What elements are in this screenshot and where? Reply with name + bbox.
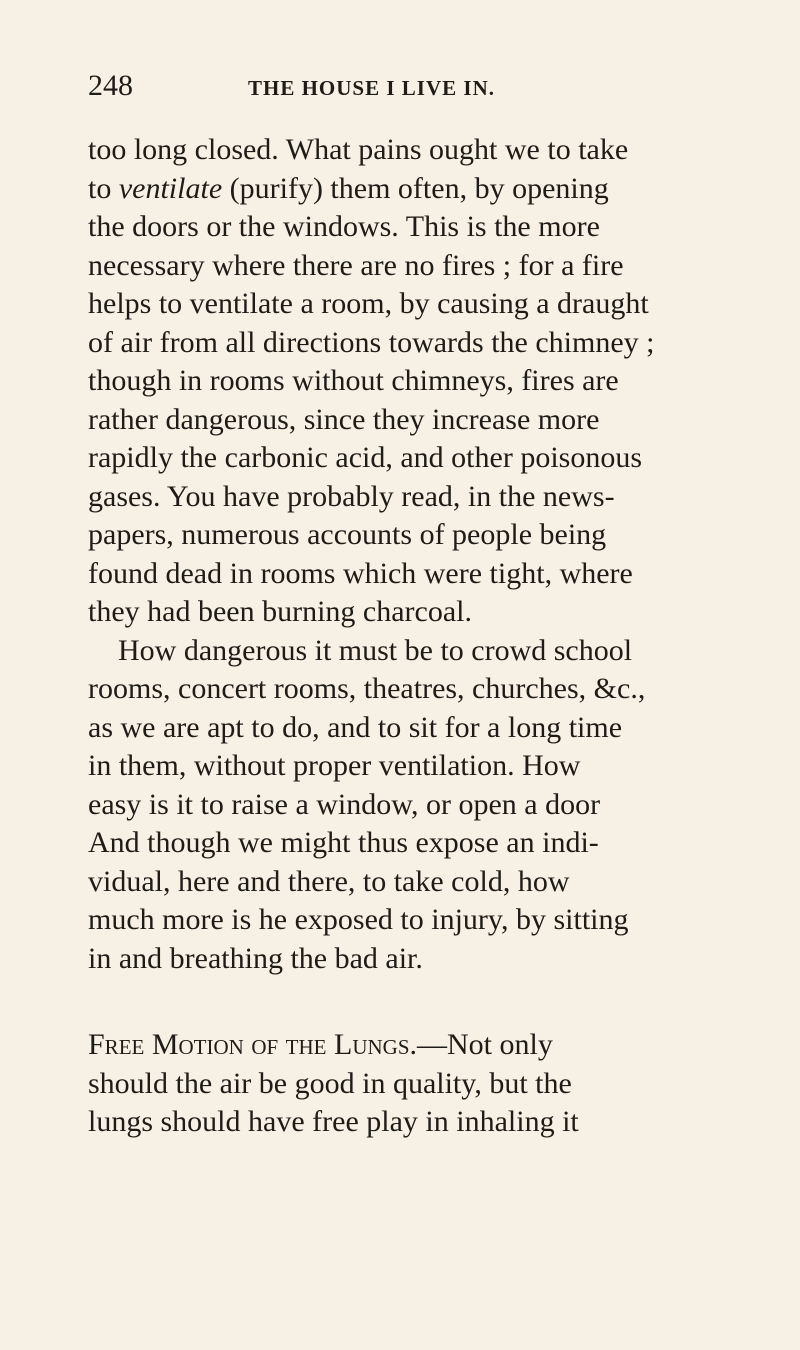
text-line: lungs should have free play in inhaling it xyxy=(88,1105,579,1138)
page-header xyxy=(88,66,568,106)
section-gap xyxy=(88,978,718,1026)
text-line: How dangerous it must be to crowd school xyxy=(118,633,633,667)
text-line: should the air be good in quality, but the xyxy=(88,1066,572,1100)
body-text xyxy=(88,131,718,1142)
text-line: much more is he exposed to injury, by sitting xyxy=(88,903,629,936)
paragraph xyxy=(88,1026,718,1142)
text-line: in them, without proper ventilation. How xyxy=(88,749,581,782)
paragraph xyxy=(88,131,718,632)
text-fragment: —Not only xyxy=(417,1028,553,1061)
text-fragment: to xyxy=(88,171,119,205)
italic-term: ventilate xyxy=(118,171,223,205)
text-line: papers, numerous accounts of people being xyxy=(88,518,607,551)
text-line xyxy=(88,1026,718,1065)
text-line: easy is it to raise a window, or open a door xyxy=(88,787,601,821)
running-title: THE HOUSE I LIVE IN. xyxy=(248,76,495,100)
text-line: gases. You have probably read, in the news- xyxy=(88,479,615,513)
text-line: the doors or the windows. This is the more xyxy=(88,210,600,243)
text-line: of air from all directions towards the chimney ; xyxy=(88,325,655,359)
text-line: rather dangerous, since they increase more xyxy=(88,402,600,436)
text-line: though in rooms without chimneys, fires are xyxy=(88,364,619,397)
text-line: they had been burning charcoal. xyxy=(88,595,473,628)
text-line: necessary where there are no fires ; for a fire xyxy=(88,248,624,282)
text-line: in and breathing the bad air. xyxy=(88,941,423,975)
text-line: And though we might thus expose an indi- xyxy=(88,826,599,859)
text-line: vidual, here and there, to take cold, how xyxy=(88,864,570,898)
text-line: as we are apt to do, and to sit for a long time xyxy=(88,710,623,744)
text-line: helps to ventilate a room, by causing a draught xyxy=(88,287,649,320)
page-number: 248 xyxy=(88,69,133,102)
section-heading: Free Motion of the Lungs. xyxy=(88,1028,418,1061)
text-line: too long closed. What pains ought we to take xyxy=(88,133,629,166)
text-line: found dead in rooms which were tight, where xyxy=(88,556,633,590)
text-line xyxy=(88,170,718,209)
text-line: rooms, concert rooms, theatres, churches, &c., xyxy=(88,672,646,705)
paragraph xyxy=(88,632,718,979)
text-fragment: (purify) them often, by opening xyxy=(222,171,609,205)
text-line: rapidly the carbonic acid, and other poisonous xyxy=(88,441,643,474)
